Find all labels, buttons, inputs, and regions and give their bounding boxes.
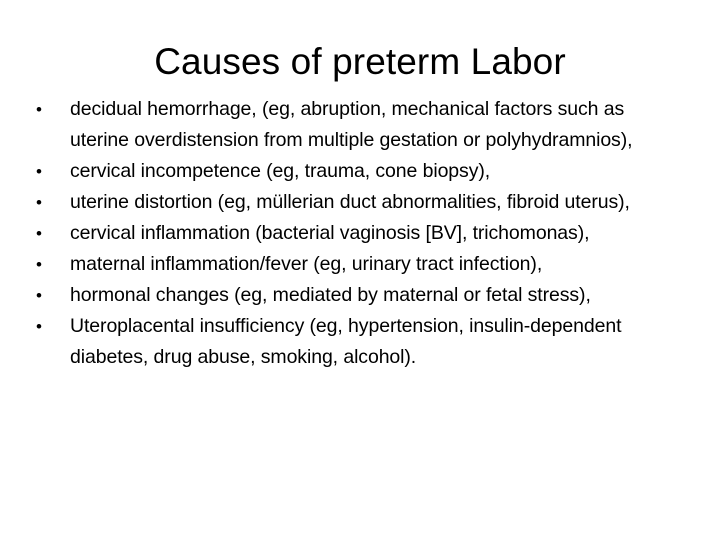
bullet-text: uterine distortion (eg, müllerian duct abnormalities, fibroid uterus), — [70, 191, 630, 213]
bullet-text: hormonal changes (eg, mediated by maternal or fetal stress), — [70, 284, 591, 306]
bullet-list — [36, 94, 686, 373]
bullet-text: cervical incompetence (eg, trauma, cone biopsy), — [70, 160, 491, 182]
bullet-icon: • — [36, 317, 42, 336]
bullet-text: Uteroplacental insufficiency (eg, hypertension, insulin-dependent diabetes, drug abuse, smoking, alcohol). — [70, 315, 622, 368]
bullet-item-uterine-distortion — [36, 187, 686, 218]
bullet-text: maternal inflammation/fever (eg, urinary tract infection), — [70, 253, 543, 275]
bullet-icon: • — [36, 193, 42, 212]
bullet-item-hormonal-changes — [36, 280, 686, 311]
bullet-icon: • — [36, 286, 42, 305]
bullet-item-cervical-incompetence — [36, 156, 686, 187]
bullet-icon: • — [36, 255, 42, 274]
bullet-icon: • — [36, 224, 42, 243]
slide-title: Causes of preterm Labor — [154, 41, 566, 82]
bullet-item-decidual-hemorrhage — [36, 94, 686, 156]
bullet-item-cervical-inflammation — [36, 218, 686, 249]
bullet-icon: • — [36, 162, 42, 181]
bullet-text: cervical inflammation (bacterial vaginosis [BV], trichomonas), — [70, 222, 590, 244]
bullet-text: decidual hemorrhage, (eg, abruption, mechanical factors such as uterine overdistension from multiple gestation or polyhydramnios), — [70, 98, 633, 151]
bullet-icon: • — [36, 100, 42, 119]
bullet-item-maternal-inflammation — [36, 249, 686, 280]
bullet-item-uteroplacental-insufficiency — [36, 311, 686, 373]
